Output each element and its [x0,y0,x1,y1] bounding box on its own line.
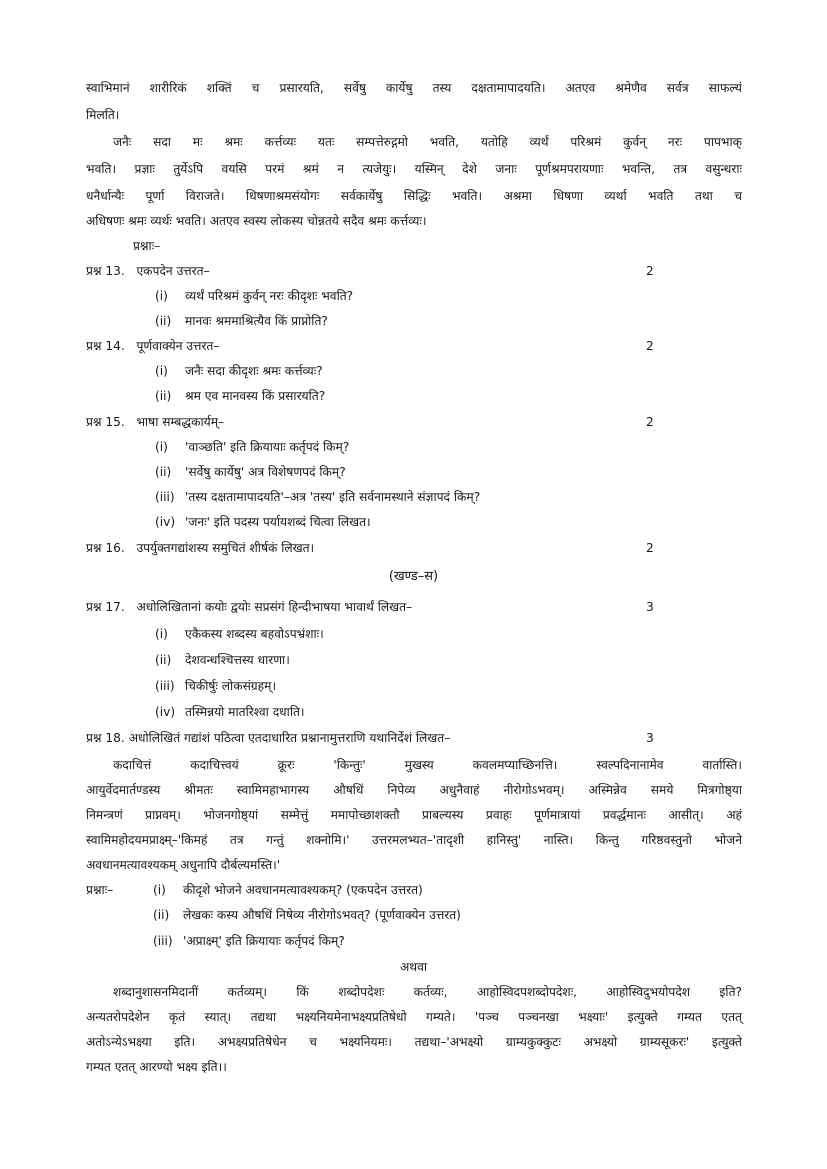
q15-sub-iv: (iv) 'जनः' इति पदस्य पर्यायशब्दं चित्वा लिखत। [155,515,371,529]
q18-text: अधोलिखितं गद्यांशं पठित्वा एतदाधारित प्रश्नानामुत्तराणि यथानिर्देशं लिखत– [128,731,451,745]
passage1-para2-line1: जनैः सदा मः श्रमः कर्त्तव्यः यतः सम्पत्तेरुद्गमो भवति, यतोहि व्यर्थं परिश्रमं कुर्वन् नरः पापभाक् [113,135,742,149]
q16-line [86,539,314,557]
q15-marks: 2 [646,415,654,429]
q18-passage-line4: स्वामिमहोदयमप्राक्ष्म्–'किमहं तत्र गन्तुं शक्नोमि।' उत्तरमलभ्यत–'तादृशी हानिस्तु' नास्ति। किन्तु गरिष्ठवस्तुनो भोजने [86,833,742,847]
q17-sub-iv: (iv) तस्मिन्नयो मातरिश्वा दधाति। [155,705,305,719]
q16-text: उपर्युक्तगद्यांशस्य समुचितं शीर्षकं लिखत। [136,541,315,555]
passage1-para2-line3: धनैर्धान्यैः पूर्णा विराजते। धिषणाश्रमसंयोगः सर्वकार्येषु सिद्धिः भवति। अश्रमा धिषणा व्यर्था भवति तथा च [86,189,742,203]
q18-sub-ii: (ii) लेखकः कस्य औषधिं निषेव्य नीरोगोऽभवत्? (पूर्णवाक्येन उत्तरत) [153,908,461,922]
q17-text: अधोलिखितानां कयोः द्वयोः सप्रसंगं हिन्दीभाषया भावार्थं लिखत– [136,600,413,614]
q14-sub-ii: (ii) श्रम एव मानवस्य किं प्रसारयति? [155,389,326,403]
q18-passage-line1: कदाचित्तं कदाचित्त्वयं क्रूरः 'किन्तुः' मुखस्य कवलमप्याच्छिनत्ति। स्वल्पदिनानामेव वार्तास्ति। [113,758,742,772]
q17-sub-ii: (ii) देशवन्धश्चित्तस्य धारणा। [155,653,290,667]
q15-sub-iii: (iii) 'तस्य दक्षतामापादयति'–अत्र 'तस्य' इति सर्वनामस्थाने संज्ञापदं किम्? [155,490,481,504]
passage1-line1: स्वाभिमानं शारीरिकं शक्तिं च प्रसारयति, सर्वेषु कार्येषु तस्य दक्षतामापादयति। अतएव श्रमेणैव सर्वत्र साफल्यं [86,81,742,95]
q18-sub-iii: (iii) 'अप्राक्ष्म्' इति क्रियायाः कर्तृपदं किम्? [153,934,345,948]
q18-questions-label: प्रश्नाः– [86,883,114,897]
q15-line [86,413,224,431]
q18-passage-line2: आयुर्वेदमार्तण्डस्य श्रीमतः स्वामिमहाभागस्य औषधिं निपेव्य अधुनैवाहं नीरोगोऽभवम्। अस्मिन्नेव समये मित्रगोष्ठ्या [86,783,742,797]
q17-sub-iii: (iii) चिकीर्षुः लोकसंग्रहम्। [155,679,277,693]
q15-sub-ii: (ii) 'सर्वेषु कार्येषु' अत्र विशेषणपदं किम्? [155,465,346,479]
q13-marks: 2 [646,264,654,278]
section-heading: (खण्ड–स) [388,569,439,584]
q14-marks: 2 [646,339,654,353]
q18-sub-i: (i) कीदृशे भोजने अवधानमत्यावश्यकम्? (एकपदेन उत्तरत) [153,883,423,897]
q16-label: प्रश्न 16. [86,541,125,555]
questions-heading: प्रश्नाः– [133,239,161,253]
q13-sub-i: (i) व्यर्थं परिश्रमं कुर्वन् नरः कीदृशः भवति? [155,289,354,303]
q18-label: प्रश्न 18. [86,731,125,745]
q17-marks: 3 [646,600,654,614]
passage3-line1: शब्दानुशासनमिदानीं कर्तव्यम्। किं शब्दोपदेशः कर्तव्यः, आहोस्विदपशब्दोपदेशः, आहोस्विदुभयोपदेश इति? [113,985,742,999]
q18-line [86,729,450,747]
q18-passage-line5: अवधानमत्यावश्यकम् अधुनापि दौर्बल्यमस्ति।' [86,858,281,872]
athava-heading: अथवा [399,960,428,974]
q18-marks: 3 [646,731,654,745]
passage3-line3: अतोऽन्येऽभक्ष्या इति। अभक्ष्यप्रतिषेधेन च भक्ष्यनियमः। तद्यथा–'अभक्ष्यो ग्राम्यकुक्कुटः अभक्ष्यो ग्राम्यसूकरः' इत्युक्ते [86,1035,742,1049]
passage1-para2-line2: भवति। प्रज्ञाः तुर्येऽपि वयसि परमं श्रमं न त्यजेयुः। यस्मिन् देशे जनाः पूर्णश्रमपरायणाः भवन्ति, तत्र वसुन्धराः [86,162,742,176]
passage1-para2-line4: अधिषणः श्रमः व्यर्थः भवति। अतएव स्वस्य लोकस्य चोन्नतये सदैव श्रमः कर्त्तव्यः। [86,214,427,228]
q17-sub-i: (i) एकैकस्य शब्दस्य बहवोऽपभ्रंशाः। [155,627,324,641]
q17-label: प्रश्न 17. [86,600,125,614]
q14-text: पूर्णवाक्येन उत्तरत– [136,339,220,353]
q16-marks: 2 [646,541,654,555]
q13-line [86,262,210,280]
q13-text: एकपदेन उत्तरत– [136,264,210,278]
q15-sub-i: (i) 'वाञ्छति' इति क्रियायाः कर्तृपदं किम्? [155,440,350,454]
passage3-line4: गम्यत एतत् आरण्यो भक्ष्य इति।। [86,1060,227,1074]
q13-label: प्रश्न 13. [86,264,125,278]
passage3-line2: अन्यतरोपदेशेन कृतं स्यात्। तद्यथा भक्ष्यनियमेनाभक्ष्यप्रतिषेधो गम्यते। 'पञ्च पञ्चनखा भक्ष्याः' इत्युक्ते गम्यत एतत् [86,1010,742,1024]
q14-label: प्रश्न 14. [86,339,125,353]
q14-line [86,337,219,355]
q13-sub-ii: (ii) मानवः श्रममाश्रित्यैव किं प्राप्नोति? [155,314,328,328]
q15-label: प्रश्न 15. [86,415,125,429]
passage1-line2: मिलति। [86,108,120,122]
q14-sub-i: (i) जनैः सदा कीदृशः श्रमः कर्त्तव्यः? [155,364,323,378]
q15-text: भाषा सम्बद्धकार्यम्– [136,415,225,429]
q18-passage-line3: निमन्त्रणं प्राप्नवम्। भोजनगोष्ठ्यां सम्मेत्तुं ममापोच्छाशक्तौ प्राबल्यस्य प्रवाहः पूर्णमात्रायां प्रवर्द्धमानः आसीत्। अहं [86,808,742,822]
q17-line [86,598,412,616]
